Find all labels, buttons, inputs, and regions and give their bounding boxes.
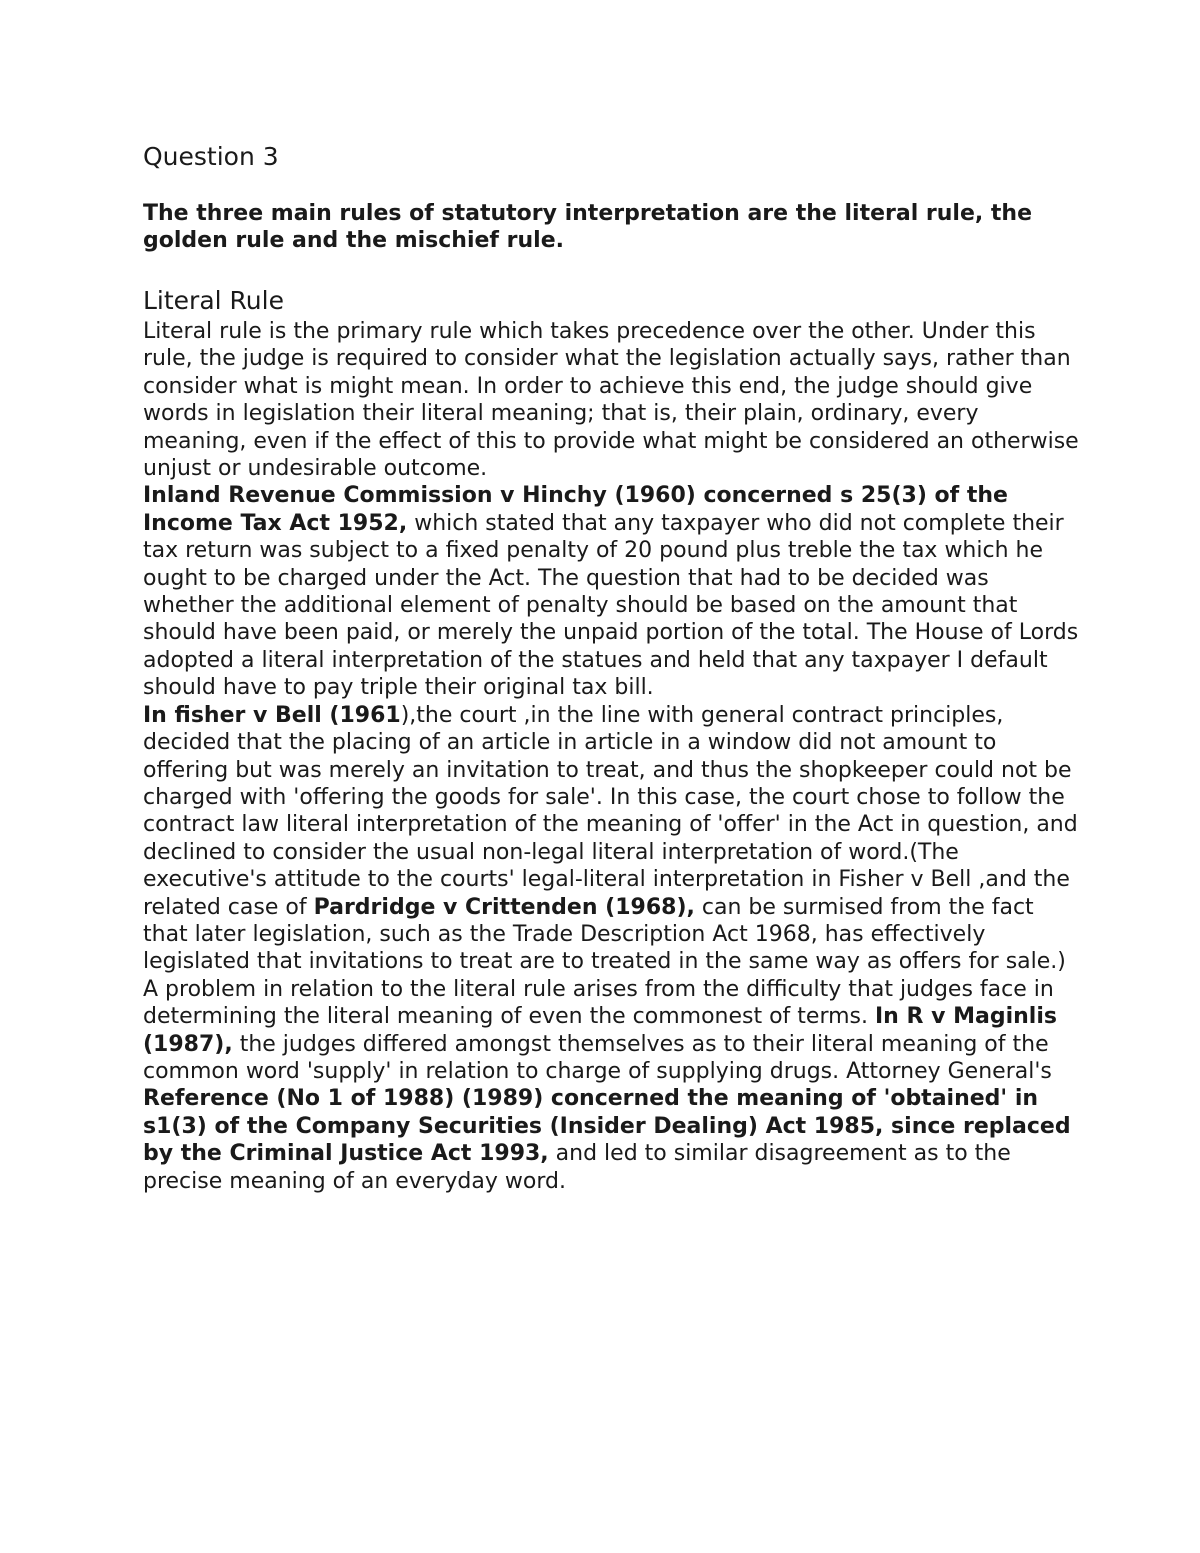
paragraph-fisher-text: ),the court ,in the line with general contract principles, decided that the placing of an article in article in a window did not amount to offering but was merely an invitation to treat, and thus the shopkeeper could not be charged with 'offering the goods for sale'. In this case, the court chose to follow the contract law literal interpretation of the meaning of 'offer' in the Act in question, and declined to consider the usual non-legal literal interpretation of word.(The executive's attitude to the courts' legal-literal interpretation in Fisher v Bell ,and the related case of [143, 702, 1078, 920]
case-citation-hinchy: Inland Revenue Commission v Hinchy (1960) concerned s 25(3) of the Income Tax Act 1952, [143, 483, 1008, 536]
paragraph-closing-text: and led to similar disagreement as to the precise meaning of an everyday word. [143, 1141, 1011, 1194]
document-page [143, 140, 1083, 1195]
intro-statement: The three main rules of statutory interpretation are the literal rule, the golden rule and the mischief rule. [143, 201, 1033, 253]
case-citation-maginlis: In R v Maginlis (1987), [143, 1004, 1057, 1057]
question-title: Question 3 [143, 142, 279, 171]
paragraph-problem-text: A problem in relation to the literal rule arises from the difficulty that judges face in determining the literal meaning of even the commonest of terms. [143, 976, 1054, 1030]
section-heading-literal-rule: Literal Rule [143, 286, 284, 315]
paragraph-literal-rule-problem [143, 976, 1083, 1195]
case-citation-pardridge: Pardridge v Crittenden (1968), [313, 894, 695, 920]
paragraph-literal-rule-definition: Literal rule is the primary rule which takes precedence over the other. Under this rule, the judge is required to consider what the legislation actually says, rather than consider what is might mean. In order to achieve this end, the judge should give words in legislation their literal meaning; that is, their plain, ordinary, every meaning, even if the effect of this to provide what might be considered an otherwise unjust or undesirable outcome. [143, 319, 1079, 482]
case-citation-attorney-general-reference: Reference (No 1 of 1988) (1989) concerned the meaning of 'obtained' in s1(3) of the Company Securities (Insider Dealing) Act 1985, since replaced by the Criminal Justice Act 1993, [143, 1086, 1071, 1167]
paragraph-fisher-v-bell [143, 702, 1083, 976]
case-citation-fisher-v-bell: In fisher v Bell (1961 [143, 702, 401, 728]
paragraph-hinchy-text: which stated that any taxpayer who did not complete their tax return was subject to a fixed penalty of 20 pound plus treble the tax which he ought to be charged under the Act. The question that had to be decided was whether the additional element of penalty should be based on the amount that should have been paid, or merely the unpaid portion of the total. The House of Lords adopted a literal interpretation of the statues and held that any taxpayer I default should have to pay triple their original tax bill. [143, 510, 1079, 701]
paragraph-maginlis-text: the judges differed amongst themselves as to their literal meaning of the common word 'supply' in relation to charge of supplying drugs. Attorney General's [143, 1031, 1052, 1084]
paragraph-pardridge-text: can be surmised from the fact that later legislation, such as the Trade Description Act 1968, has effectively legislated that invitations to treat are to treated in the same way as offers for sale.) [143, 894, 1066, 975]
paragraph-hinchy-case [143, 482, 1083, 701]
